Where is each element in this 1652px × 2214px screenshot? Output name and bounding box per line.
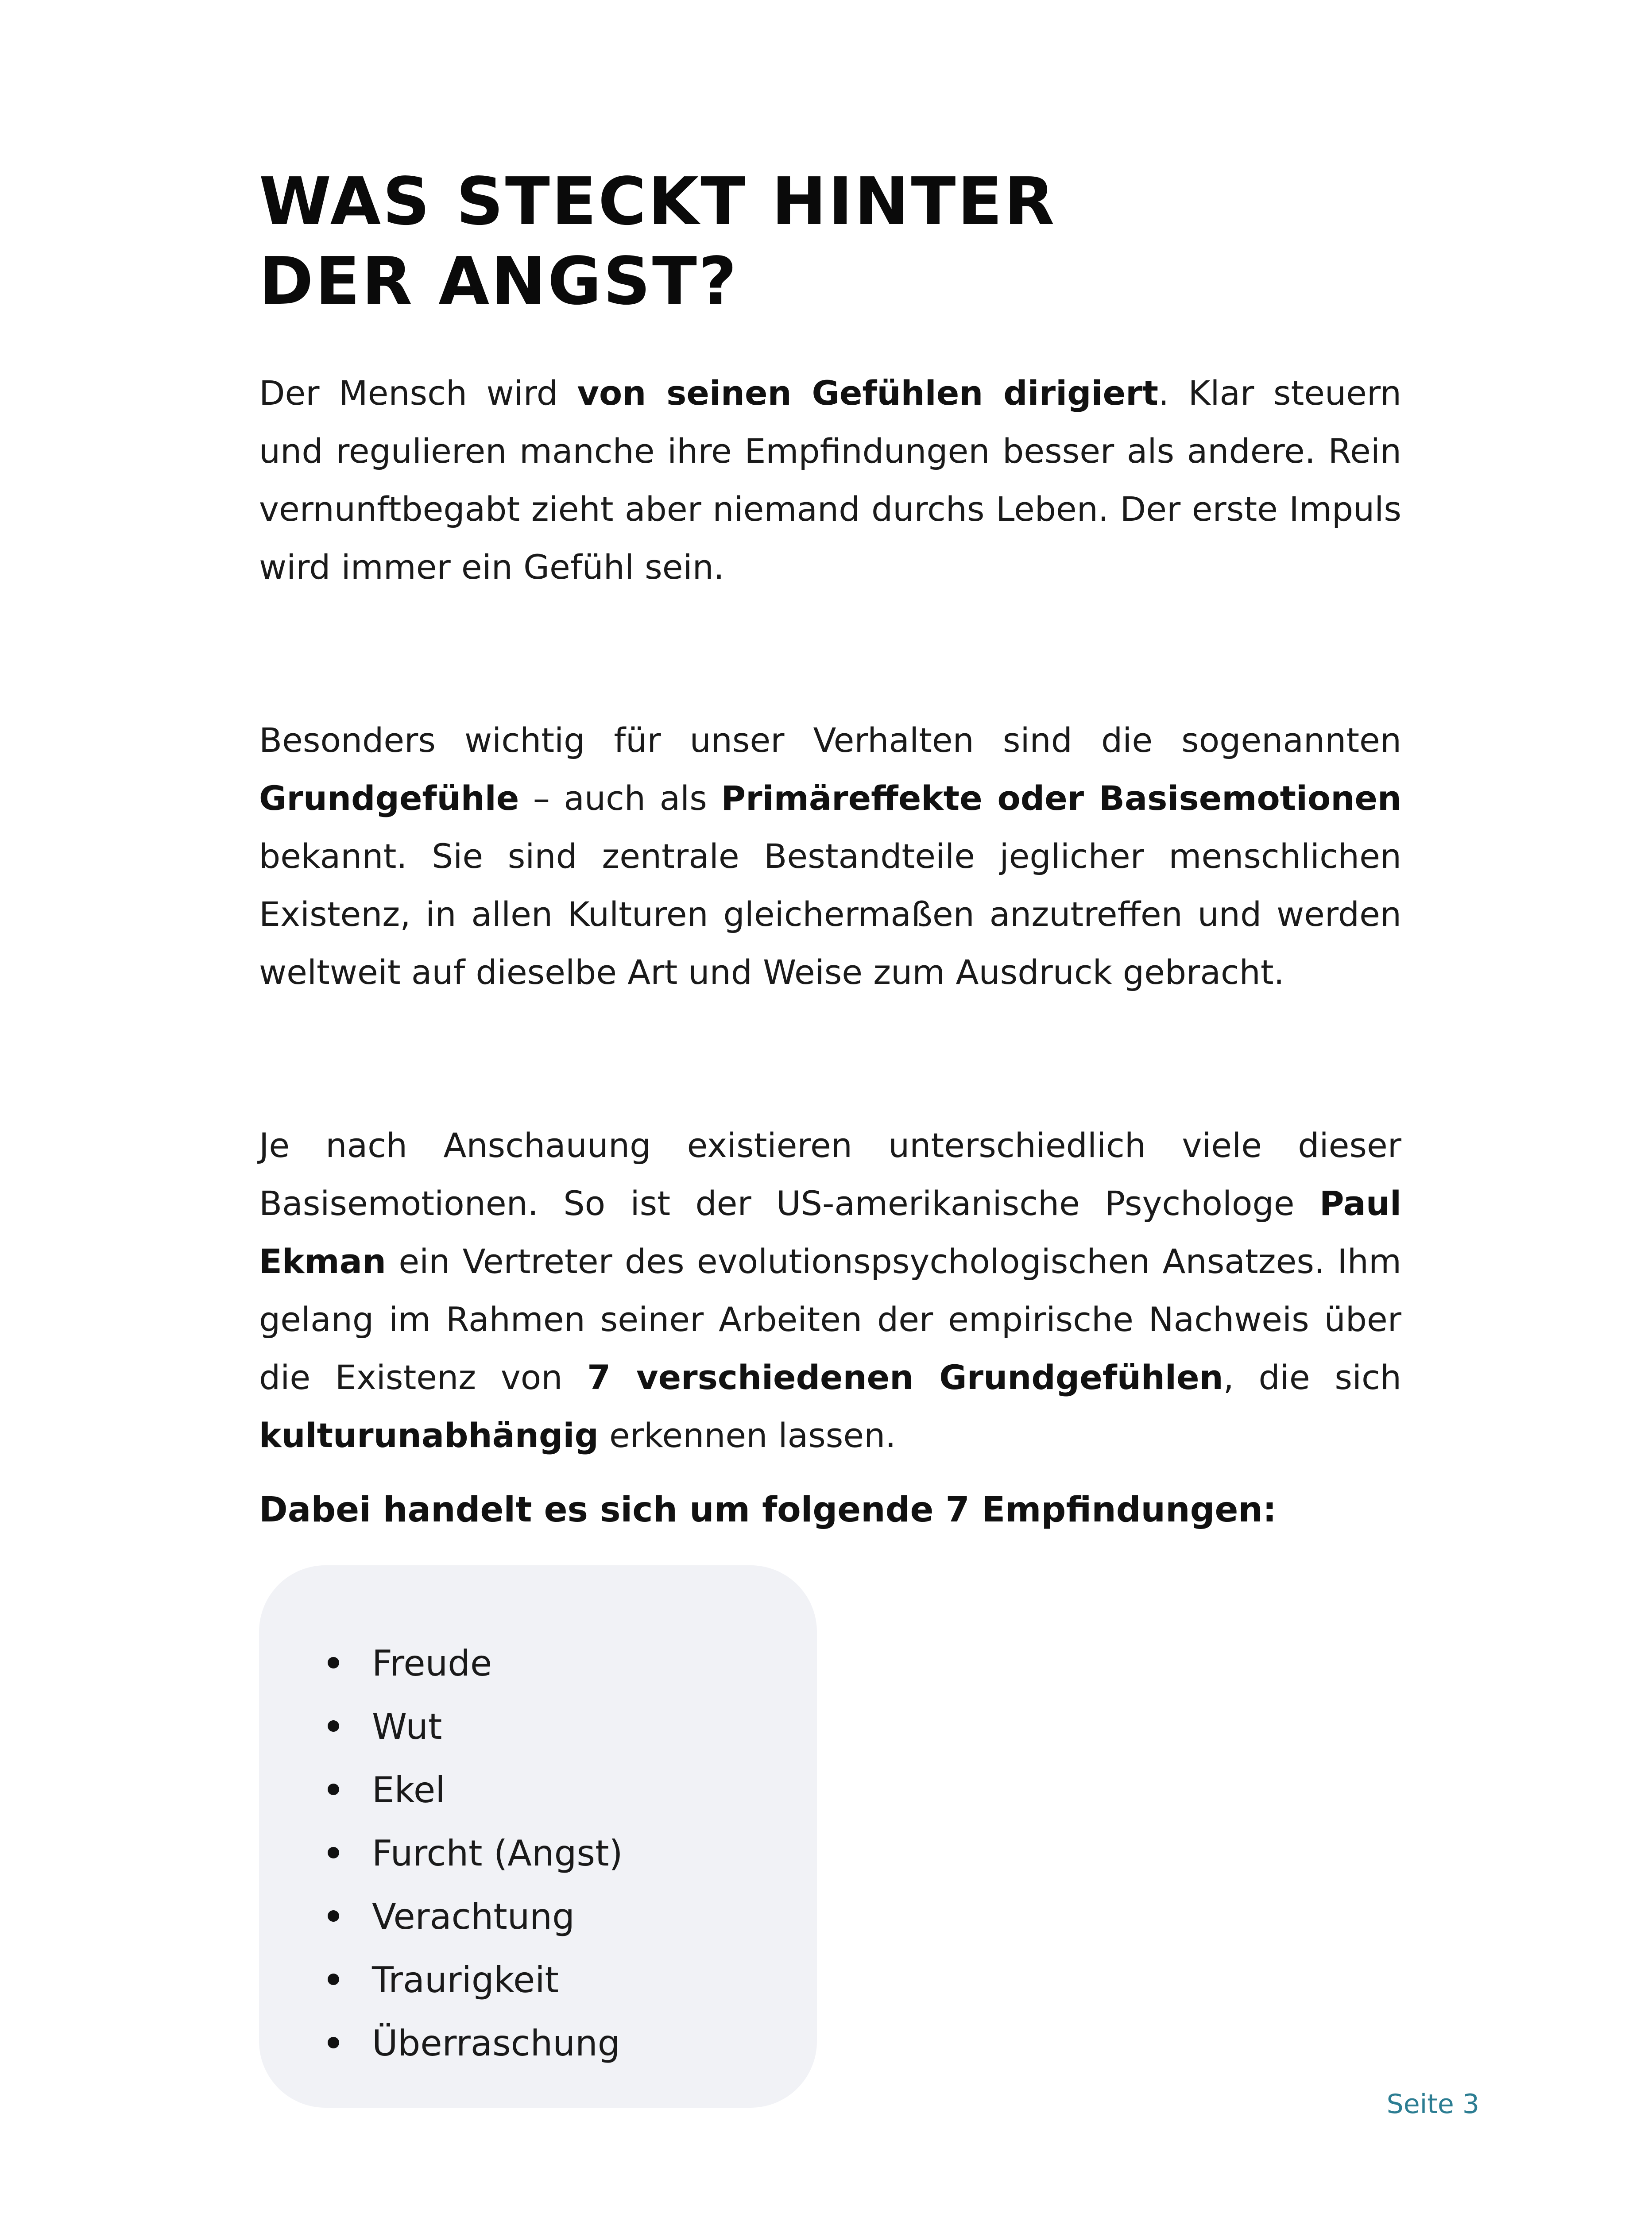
bullet-icon — [328, 2037, 339, 2048]
list-item-label: Ekel — [372, 1769, 445, 1811]
emphasis-text: 7 verschiedenen Grundgefühlen — [587, 1358, 1223, 1397]
paragraph — [259, 1116, 1401, 1464]
list-item — [328, 1885, 623, 1948]
text-segment: bekannt. Sie sind zentrale Bestandteile jeglicher menschlichen Existenz, in allen Kulturen gleichermaßen anzutreffen und werden weltweit auf dieselbe Art und Weise zum Ausdruck gebracht. — [259, 836, 1401, 992]
list-item — [328, 1632, 623, 1695]
list-item-label: Freude — [372, 1643, 492, 1684]
list-item-label: Traurigkeit — [372, 1959, 559, 2001]
list-item — [328, 2012, 623, 2075]
page-title — [259, 162, 1410, 321]
emphasis-text: Grundgefühle — [259, 778, 519, 818]
list-item — [328, 1822, 623, 1885]
emphasis-text: kulturunabhängig — [259, 1416, 599, 1455]
emphasis-text: Paul Ekman — [259, 1184, 1401, 1281]
title-line-2: DER ANGST? — [259, 243, 739, 319]
bullet-icon — [328, 1974, 339, 1985]
text-segment: . Klar steuern und regulieren manche ihre Empfindungen besser als andere. Rein vernunftbegabt zieht aber niemand durchs Leben. Der erste Impuls wird immer ein Gefühl sein. — [259, 373, 1401, 587]
emphasis-text: Primäreffekte oder Basisemotionen — [721, 778, 1402, 818]
emotion-list-box — [259, 1565, 817, 2108]
emphasis-text: von seinen Gefühlen dirigiert — [577, 373, 1158, 413]
paragraph — [259, 364, 1401, 596]
list-item-label: Verachtung — [372, 1896, 575, 1937]
list-heading: Dabei handelt es sich um folgende 7 Empfindungen: — [259, 1490, 1277, 1530]
list-item — [328, 1758, 623, 1822]
bullet-icon — [328, 1847, 339, 1858]
list-item-label: Überraschung — [372, 2023, 620, 2064]
bullet-icon — [328, 1910, 339, 1922]
emotion-list — [328, 1632, 623, 2075]
text-segment: erkennen lassen. — [598, 1416, 896, 1455]
bullet-icon — [328, 1784, 339, 1795]
bullet-icon — [328, 1657, 339, 1668]
body-text — [259, 364, 1401, 1579]
text-segment: Besonders wichtig für unser Verhalten sind die sogenannten — [259, 720, 1401, 760]
list-item — [328, 1695, 623, 1758]
text-segment: Der Mensch wird — [259, 373, 577, 413]
text-segment: Je nach Anschauung existieren unterschiedlich viele dieser Basisemotionen. So ist der US-amerikanische Psychologe — [259, 1126, 1401, 1223]
list-item-label: Furcht (Angst) — [372, 1833, 623, 1874]
text-segment: ein Vertreter des evolutionspsychologischen Ansatzes. Ihm gelang im Rahmen seiner Arbeiten der empirische Nachweis über die Existenz von — [259, 1242, 1401, 1397]
text-segment: – auch als — [519, 778, 721, 818]
paragraph — [259, 711, 1401, 1001]
list-item — [328, 1948, 623, 2012]
page-number: Seite 3 — [1386, 2089, 1479, 2120]
list-item-label: Wut — [372, 1706, 442, 1747]
text-segment: , die sich — [1223, 1358, 1401, 1397]
title-line-1: WAS STECKT HINTER — [259, 163, 1056, 240]
bullet-icon — [328, 1720, 339, 1732]
